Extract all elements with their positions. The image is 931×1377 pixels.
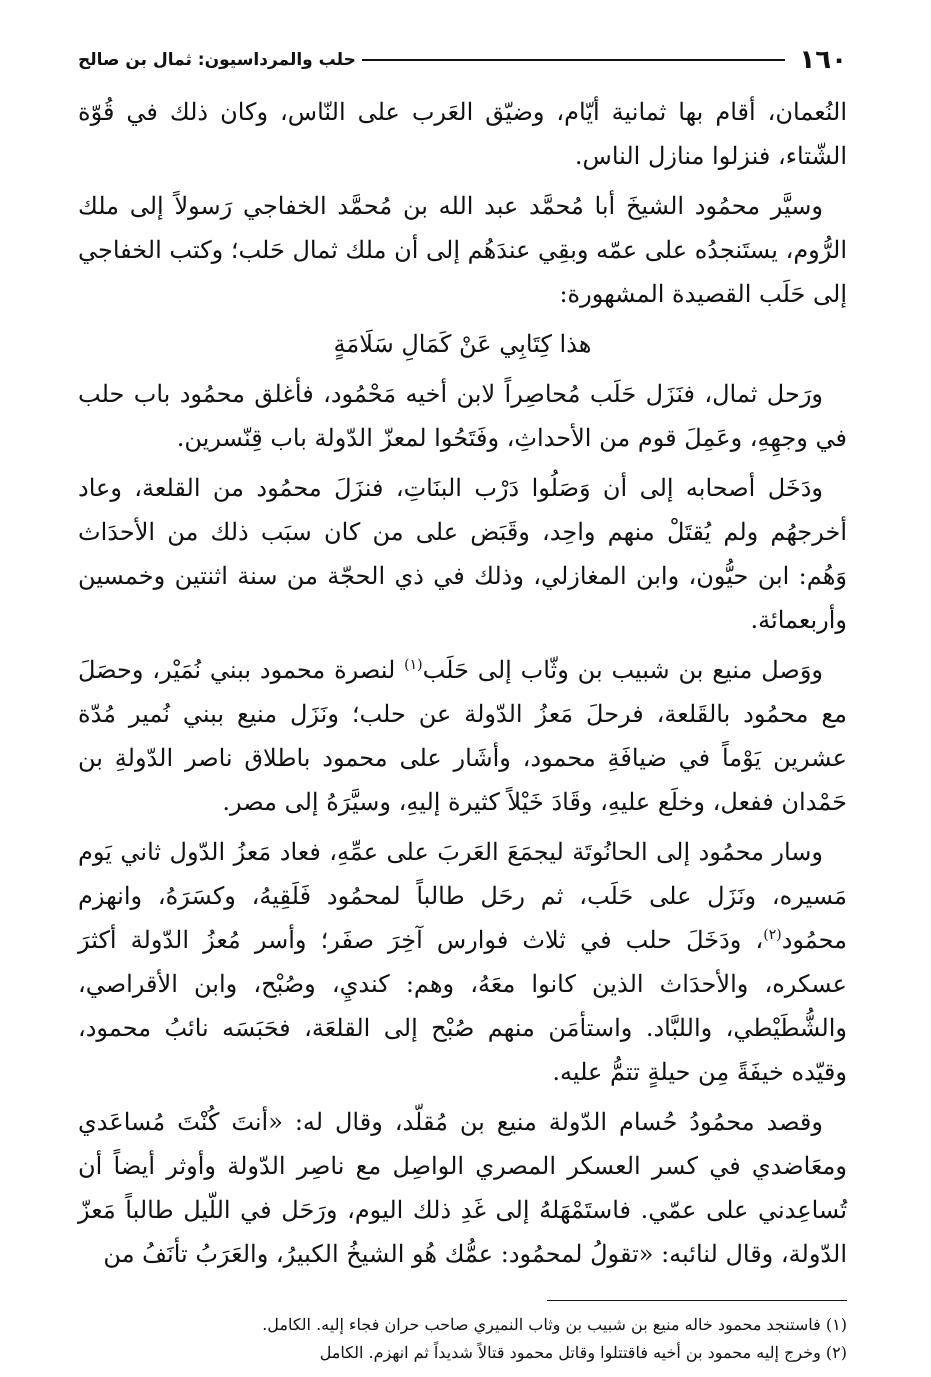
page-number: ١٦٠: [799, 45, 847, 75]
footnotes: [78, 1311, 847, 1367]
paragraph-text: لنصرة محمود ببني نُمَيْر، وحصَلَ مع محمُود بالقَلعة، فرحلَ مَعزُ الدّولة عن حلب؛ ونَزَل منيع ببني نُمير مُدّة عشرين يَوْماً في ضيافَةِ محمود، وأشَار على محمود باطلاق ناصر الدّولةِ بن حَمْدان ففعل، وخلَع عليهِ، وقَادَ خَيْلاً كثيرة إليهِ، وسيَّرَهُ إلى مصر.: [78, 656, 847, 816]
paragraph: ودَخَل أصحابه إلى أن وَصَلُوا دَرْب البنَاتِ، فنزَلَ محمُود من القلعة، وعاد أخرجهُم ولم يُقتَلْ منهم واحِد، وقَبَض على من كان سبَب ذلك من الأحدَاث وَهُم: ابن حيُّون، وابن المغازلي، وذلك في ذي الحجّة من سنة اثنتين وخمسين وأربعمائة.: [78, 474, 847, 634]
paragraph-continuation: النُعمان، أقام بها ثمانية أيّام، وضيّق العَرب على النّاس، وكان ذلك في قُوّة الشّتاء، فنزلوا منازل الناس.: [78, 98, 847, 170]
footnote-ref-2: (٢): [763, 927, 782, 943]
paragraph-text: ووَصل منيع بن شبيب بن وثّاب إلى حَلَب: [422, 656, 823, 684]
paragraph-with-footnote-1: [78, 648, 847, 824]
footnote-1: (١) فاستنجد محمود خاله منيع بن شبيب بن وثاب النميري صاحب حران فجاء إليه. الكامل.: [262, 1315, 847, 1334]
paragraph: وسيَّر محمُود الشيخَ أبا مُحمَّد عبد الله بن مُحمَّد الخفاجي رَسولاً إلى ملك الرُّوم، يستَنجدُه على عمّه وبقِي عندَهُم إلى أن ملك ثمال حَلب؛ وكتب الخفاجي إلى حَلَب القصيدة المشهورة:: [78, 192, 847, 308]
footnote-ref-1: (١): [404, 657, 423, 673]
paragraph-text: ، ودَخَلَ حلب في ثلاث فوارس آخِرَ صفَر؛ وأسر مُعزُ الدّولة أكثرَ عسكره، والأحدَاث الذين كانوا معَهُ، وهم: كنديِ، وصُبْح، وابن الأقراصي، والشُّطَيْطي، واللبَّاد. واستأمَن منهم صُبْح إلى القلعَة، فحَبَسَه نائبُ محمود، وقيّده خيفَةً مِن حيلةٍ تتمُّ عليه.: [78, 926, 847, 1086]
paragraph: ورَحل ثمال، فنَزَل حَلَب مُحاصِراً لابن أخيه مَحْمُود، فأغلق محمُود باب حلب في وجهِهِ، وعَمِلَ قوم من الأحداثِ، وفَتَحُوا لمعزّ الدّولة باب قِنّسرين.: [78, 380, 847, 452]
footnote-2: (٢) وخرج إليه محمود بن أخيه فاقتتلوا وقاتل محمود قتالاً شديداً ثم انهزم. الكامل: [319, 1343, 847, 1362]
paragraph: وقصد محمُودُ حُسام الدّولة منيع بن مُقلّد، وقال له: «أنتَ كُنْتَ مُساعَدي ومعَاضدي في كسر العسكر المصري الواصِل مع ناصِر الدّولة وأوثر أيضاً أن تُساعِدني على عمّي. فاستَمْهَلهُ إلى غَدِ ذلك اليوم، ورَحَل في اللّيل طالباً مَعزّ الدّولة، وقال لنائبه: «تقولُ لمحمُود: عمُّك هُو الشيخُ الكبيرُ، والعَرَبُ تأنَفُ من: [78, 1108, 847, 1268]
book-page: [78, 40, 847, 1362]
running-header: [78, 40, 847, 80]
poem-verse: هذا كِتَابِي عَنْ كَمَالِ سَلَامَةٍ: [333, 330, 592, 358]
paragraph-with-footnote-2: [78, 830, 847, 1094]
paragraph-text: وسار محمُود إلى الحانُوتَة ليجمَعَ العَربَ على عمِّهِ، فعاد مَعزُ الدّول ثاني يَوم مَسيره، ونَزَل على حَلَب، ثم رحَل طالباً لمحمُود فَلَقِيهُ، وكسَرَهُ، وانهزم محمُود: [78, 838, 847, 954]
header-rule: [362, 59, 786, 61]
main-text: [78, 90, 847, 1276]
running-title: حلب والمرداسيون: ثمال بن صالح: [78, 50, 356, 70]
footnote-separator: [547, 1300, 847, 1301]
